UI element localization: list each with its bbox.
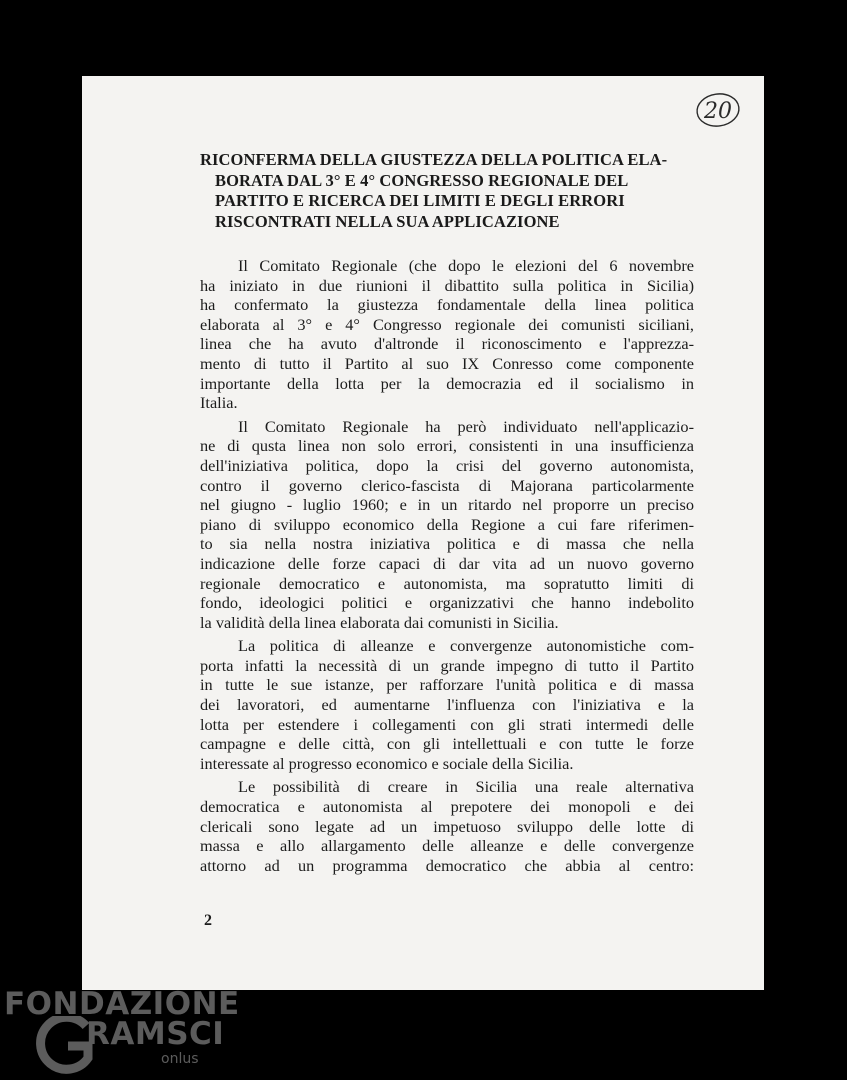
text-line: fondo, ideologici politici e organizzativi che hanno indebolito: [200, 593, 694, 613]
text-line: attorno ad un programma democratico che abbia al centro:: [200, 855, 694, 875]
heading-line: BORATA DAL 3° E 4° CONGRESSO REGIONALE DEL: [215, 170, 629, 190]
handwritten-page-number: [694, 90, 742, 130]
paragraph: [200, 777, 694, 875]
text-line: clericali sono legate ad un impetuoso sviluppo delle lotte di: [200, 816, 694, 836]
heading-line: RICONFERMA DELLA GIUSTEZZA DELLA POLITICA ELA-: [200, 150, 668, 169]
text-line: linea che ha avuto d'altronde il riconoscimento e l'apprezza-: [200, 334, 694, 354]
paragraph: [200, 636, 694, 773]
document-page: [82, 76, 764, 990]
text-line: La politica di alleanze e convergenze autonomistiche com-: [238, 636, 694, 656]
text-line: indicazione delle forze capaci di dar vita ad un nuovo governo: [200, 553, 694, 573]
text-line: in tutte le sue istanze, per rafforzare l'unità politica e di massa: [200, 675, 694, 695]
text-line: lotta per estendere i collegamenti con gli strati intermedi delle: [200, 714, 694, 734]
text-line: la validità della linea elaborata dai comunisti in Sicilia.: [200, 612, 559, 632]
text-line: to sia nella nostra iniziativa politica e di massa che nella: [200, 534, 694, 554]
text-line: ne di qusta linea non solo errori, consistenti in una insufficienza: [200, 436, 694, 456]
text-line: democratica e autonomista al prepotere dei monopoli e dei: [200, 797, 694, 817]
text-line: massa e allo allargamento delle alleanze e delle convergenze: [200, 836, 694, 856]
annotation-text: 20: [704, 99, 732, 124]
text-line: mento di tutto il Partito al suo IX Conresso come componente: [200, 353, 694, 373]
heading-line: RISCONTRATI NELLA SUA APPLICAZIONE: [215, 211, 560, 231]
text-line: regionale democratico e autonomista, ma sopratutto limiti di: [200, 573, 694, 593]
paragraph: [200, 417, 694, 633]
text-line: ha iniziato in due riunioni il dibattito sulla politica in Sicilia): [200, 275, 694, 295]
fondazione-gramsci-watermark: [0, 986, 240, 1080]
text-line: ha confermato la giustezza fondamentale della linea politica: [200, 295, 694, 315]
text-line: contro il governo clerico-fascista di Majorana particolarmente: [200, 475, 694, 495]
watermark-line-1: FONDAZIONE: [4, 986, 240, 1022]
text-line: interessate al progresso economico e sociale della Sicilia.: [200, 753, 574, 773]
text-line: Il Comitato Regionale ha però individuato nell'applicazio-: [238, 416, 694, 436]
text-line: importante della lotta per la democrazia ed il socialismo in: [200, 373, 694, 393]
text-line: Il Comitato Regionale (che dopo le elezioni del 6 novembre: [238, 256, 694, 275]
text-line: campagne e delle città, con gli intellettuali e con tutte le forze: [200, 734, 694, 754]
body-text: [200, 256, 694, 875]
text-line: dei lavoratori, ed aumentarne l'influenza con l'iniziativa e la: [200, 695, 694, 715]
section-heading: [200, 150, 692, 232]
watermark-line-3: onlus: [161, 1051, 199, 1067]
text-line: nel giugno - luglio 1960; e in un ritardo nel proporre un preciso: [200, 495, 694, 515]
text-line: piano di sviluppo economico della Regione a cui fare riferimen-: [200, 514, 694, 534]
text-line: dell'iniziativa politica, dopo la crisi del governo autonomista,: [200, 455, 694, 475]
text-line: porta infatti la necessità di un grande impegno di tutto il Partito: [200, 655, 694, 675]
text-line: Italia.: [200, 393, 238, 413]
watermark-line-2: RAMSCI: [86, 1016, 225, 1052]
text-line: Le possibilità di creare in Sicilia una reale alternativa: [238, 777, 694, 797]
text-line: elaborata al 3° e 4° Congresso regionale dei comunisti siciliani,: [200, 314, 694, 334]
page-number: 2: [204, 912, 212, 929]
heading-line: PARTITO E RICERCA DEI LIMITI E DEGLI ERRORI: [215, 191, 625, 210]
paragraph: [200, 256, 694, 413]
circled-number-mark: [694, 90, 742, 130]
